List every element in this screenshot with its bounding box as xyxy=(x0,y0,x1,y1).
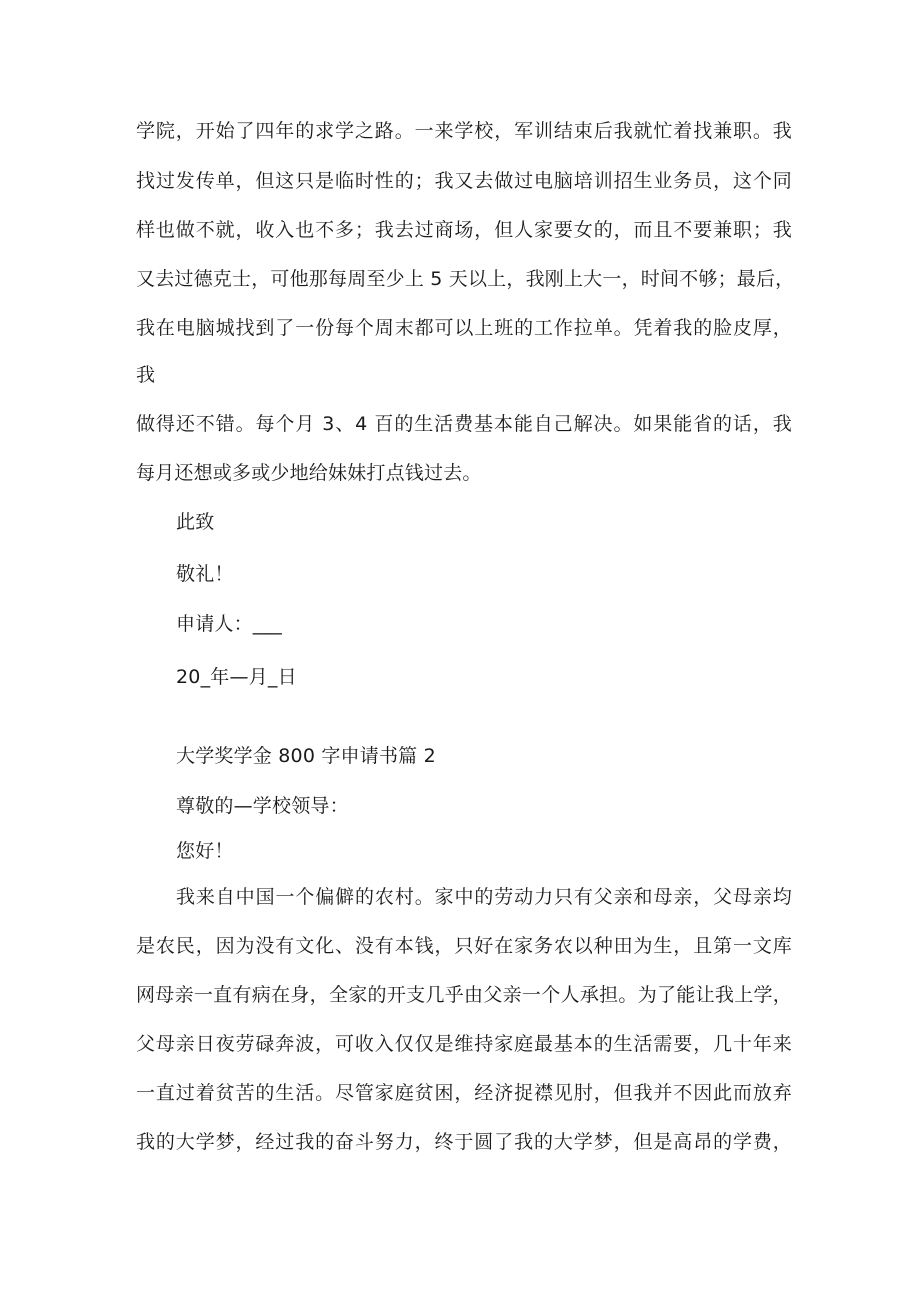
greeting: 您好！ xyxy=(176,840,234,862)
paragraph-line: 父母亲日夜劳碌奔波，可收入仅仅是维持家庭最基本的生活需要，几十年来 xyxy=(136,1033,792,1055)
paragraph-line: 每月还想或多或少地给妹妹打点钱过去。 xyxy=(136,462,482,484)
closing-ci-zhi: 此致 xyxy=(176,511,215,533)
paragraph-line: 做得还不错。每个月 3、4 百的生活费基本能自己解决。如果能省的话，我 xyxy=(136,413,792,435)
paragraph-line: 我 xyxy=(136,364,156,386)
paragraph-line: 学院，开始了四年的求学之路。一来学校，军训结束后我就忙着找兼职。我 xyxy=(136,120,792,142)
salutation: 尊敬的—学校领导： xyxy=(176,795,349,817)
section-title: 大学奖学金 800 字申请书篇 2 xyxy=(176,745,436,767)
paragraph-line: 是农民，因为没有文化、没有本钱，只好在家务农以种田为生，且第一文库 xyxy=(136,935,792,957)
paragraph-line: 样也做不就，收入也不多；我去过商场，但人家要女的，而且不要兼职；我 xyxy=(136,219,792,241)
paragraph-line: 一直过着贫苦的生活。尽管家庭贫困，经济捉襟见肘，但我并不因此而放弃 xyxy=(136,1082,792,1104)
closing-jing-li: 敬礼！ xyxy=(176,563,234,585)
paragraph-line: 找过发传单，但这只是临时性的；我又去做过电脑培训招生业务员，这个同 xyxy=(136,170,792,192)
date-line: 20_年—月_日 xyxy=(176,666,297,688)
paragraph-line: 我来自中国一个偏僻的农村。家中的劳动力只有父亲和母亲，父母亲均 xyxy=(176,886,792,908)
applicant-line: 申请人：___ xyxy=(176,613,282,635)
paragraph-line: 又去过德克士，可他那每周至少上 5 天以上，我刚上大一，时间不够；最后， xyxy=(136,268,795,290)
paragraph-line: 网母亲一直有病在身，全家的开支几乎由父亲一个人承担。为了能让我上学， xyxy=(136,984,792,1006)
paragraph-line: 我的大学梦，经过我的奋斗努力，终于圆了我的大学梦，但是高昂的学费， xyxy=(136,1131,792,1153)
paragraph-line: 我在电脑城找到了一份每个周末都可以上班的工作拉单。凭着我的脸皮厚， xyxy=(136,317,792,339)
